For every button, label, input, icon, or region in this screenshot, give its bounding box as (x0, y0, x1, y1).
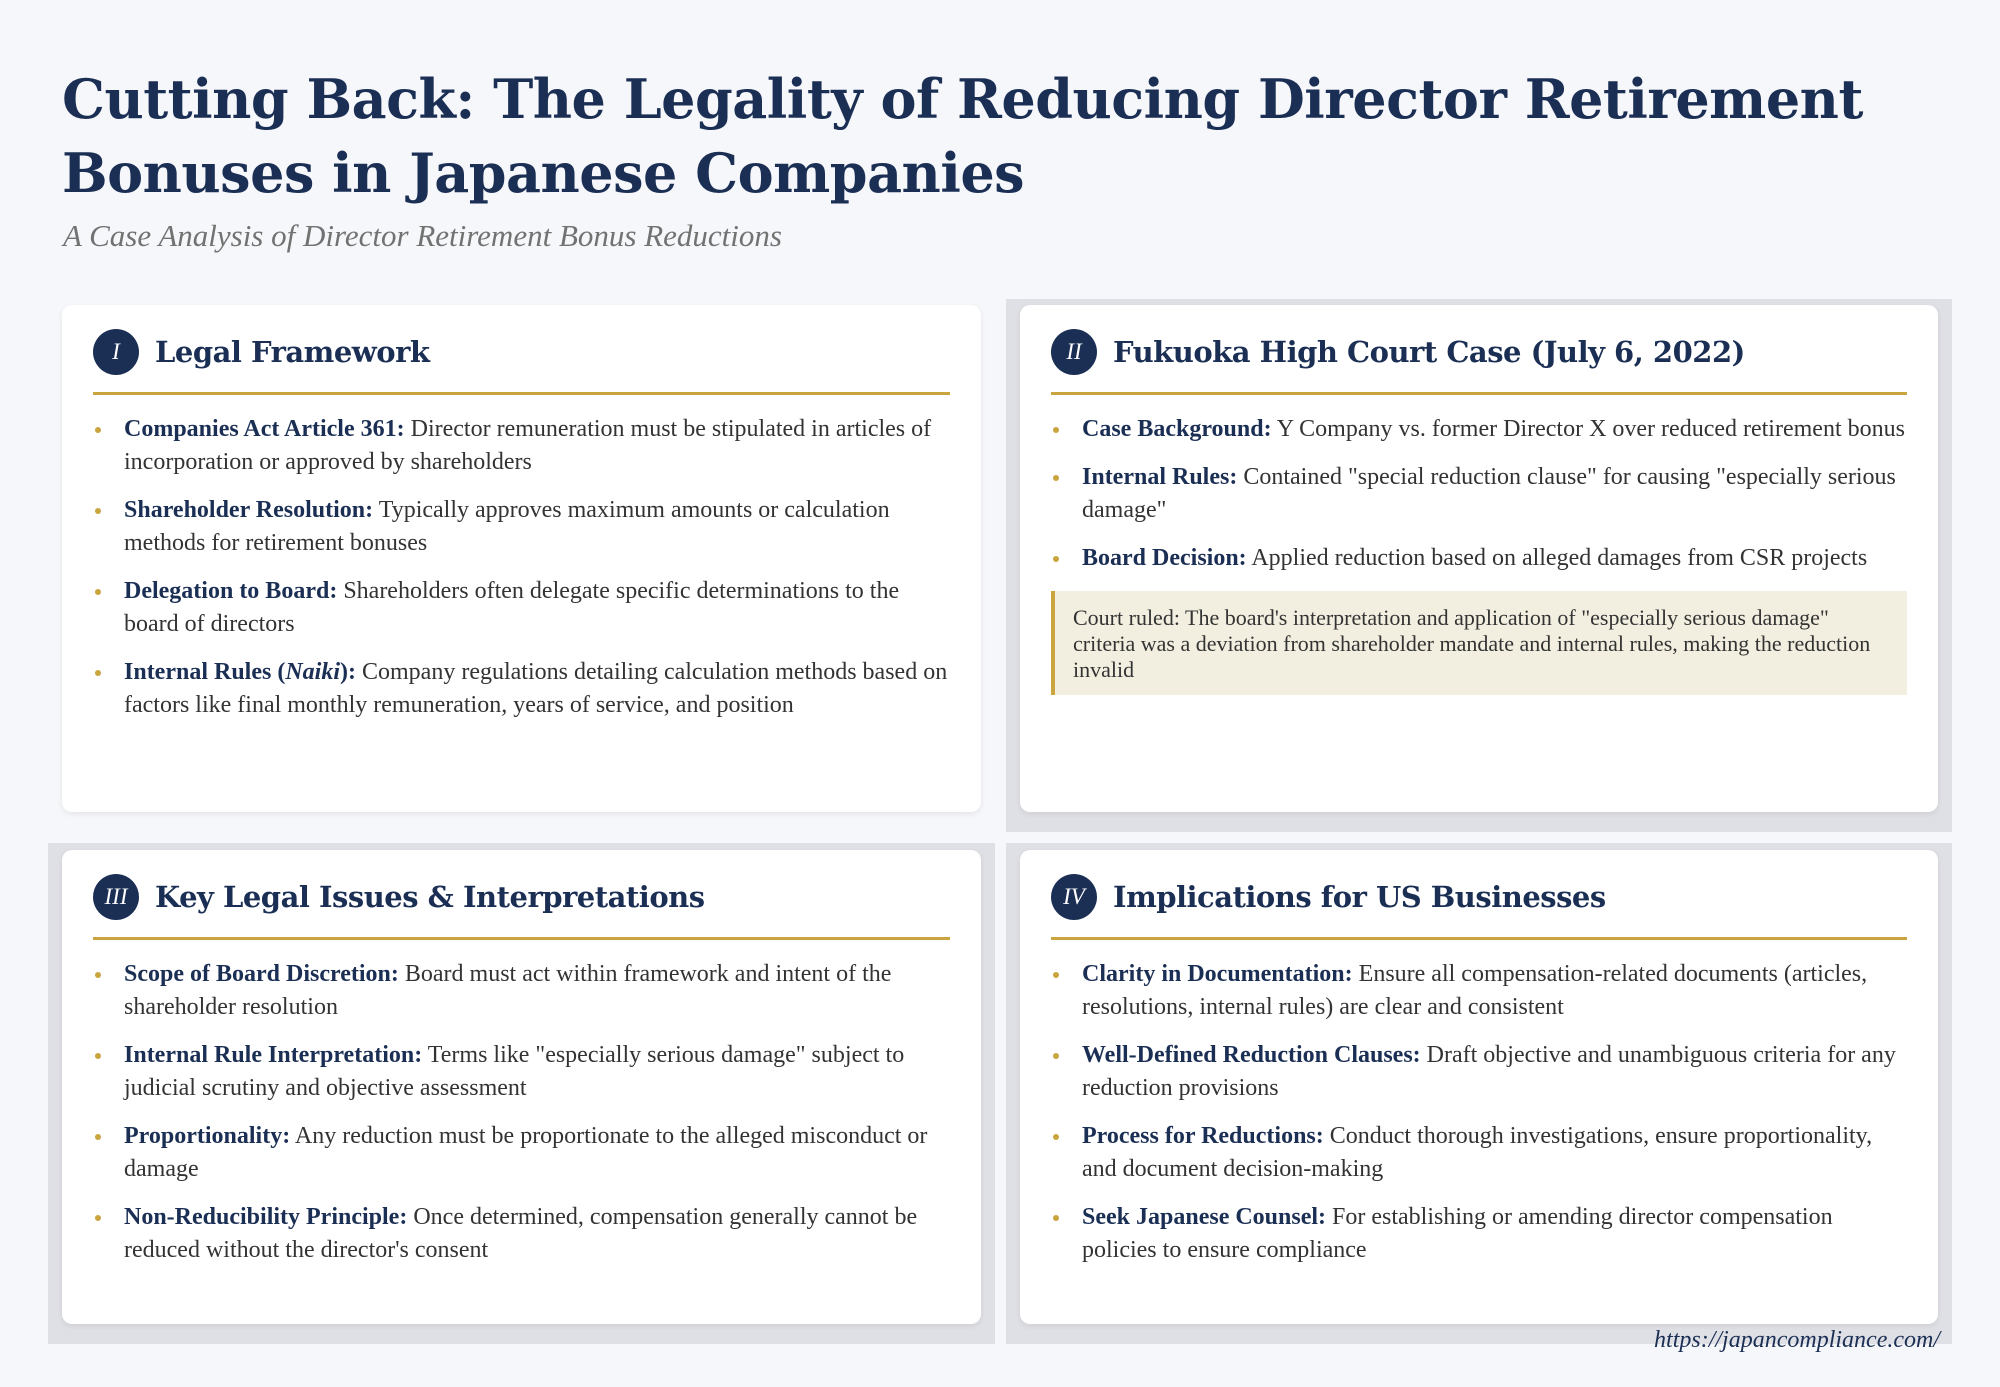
section-list (93, 958, 950, 1267)
item-term: Proportionality: (124, 1123, 291, 1149)
item-text: For establishing or amending director compensation policies to ensure compliance (1082, 1204, 1833, 1263)
footer-url[interactable]: https://japancompliance.com/ (1654, 1327, 1940, 1353)
item-term: Case Background: (1082, 416, 1272, 442)
section-header (93, 305, 950, 395)
item-text: Shareholders often delegate specific determinations to the board of directors (124, 578, 900, 637)
item-text: Draft objective and unambiguous criteria for any reduction provisions (1082, 1042, 1896, 1101)
item-term: Internal Rules: (1082, 464, 1238, 490)
item-term: Well-Defined Reduction Clauses: (1082, 1042, 1421, 1068)
page-title: Cutting Back: The Legality of Reducing Director Retirement Bonuses in Japanese Companies (62, 67, 1863, 205)
item-term (124, 659, 356, 685)
section-header (1051, 850, 1907, 940)
section-title: Legal Framework (155, 334, 430, 369)
item-term: Board Decision: (1082, 545, 1247, 571)
item-text: Y Company vs. former Director X over reduced retirement bonus (1271, 416, 1905, 442)
list-item (93, 1039, 950, 1105)
item-text: Contained "special reduction clause" for causing "especially serious damage" (1082, 464, 1896, 523)
list-item (1051, 958, 1907, 1024)
item-term: Process for Reductions: (1082, 1123, 1324, 1149)
section-us-implications (1020, 850, 1938, 1324)
list-item (1051, 1120, 1907, 1186)
item-term-start: Internal Rules ( (124, 659, 286, 685)
section-number-badge: IV (1051, 874, 1097, 920)
item-text: Conduct thorough investigations, ensure proportionality, and document decision-making (1082, 1123, 1873, 1182)
list-item (1051, 1201, 1907, 1267)
section-header (1051, 305, 1907, 395)
section-number-badge: III (93, 874, 139, 920)
item-text: Applied reduction based on alleged damages from CSR projects (1246, 545, 1868, 571)
list-item (93, 958, 950, 1024)
section-list (93, 413, 950, 722)
item-term: Clarity in Documentation: (1082, 961, 1353, 987)
item-term: Non-Reducibility Principle: (124, 1204, 408, 1230)
section-title: Key Legal Issues & Interpretations (155, 879, 705, 914)
section-key-legal-issues (62, 850, 981, 1324)
section-list (1051, 413, 1907, 575)
item-term: Seek Japanese Counsel: (1082, 1204, 1327, 1230)
list-item (93, 656, 950, 722)
section-list (1051, 958, 1907, 1267)
list-item (93, 413, 950, 479)
section-fukuoka-case (1020, 305, 1938, 812)
item-text: Terms like "especially serious damage" subject to judicial scrutiny and objective assessment (124, 1042, 905, 1101)
section-number-badge: II (1051, 329, 1097, 375)
list-item (93, 1120, 950, 1186)
section-title: Implications for US Businesses (1113, 879, 1606, 914)
item-text: Once determined, compensation generally cannot be reduced without the director's consent (124, 1204, 918, 1263)
section-number-badge: I (93, 329, 139, 375)
item-text: Company regulations detailing calculation methods based on factors like final monthly remuneration, years of service, and position (124, 659, 948, 718)
item-term: Internal Rule Interpretation: (124, 1042, 423, 1068)
item-term: Companies Act Article 361: (124, 416, 405, 442)
court-ruling-note: Court ruled: The board's interpretation and application of "especially serious damage" criteria was a deviation from shareholder mandate and internal rules, making the reduction invalid (1051, 591, 1907, 695)
item-text: Director remuneration must be stipulated in articles of incorporation or approved by shareholders (124, 416, 932, 475)
page-subtitle: A Case Analysis of Director Retirement Bonus Reductions (63, 218, 782, 253)
section-legal-framework (62, 305, 981, 812)
item-term: Scope of Board Discretion: (124, 961, 399, 987)
section-title: Fukuoka High Court Case (July 6, 2022) (1113, 334, 1745, 369)
item-text: Any reduction must be proportionate to the alleged misconduct or damage (124, 1123, 928, 1182)
list-item (93, 575, 950, 641)
list-item (1051, 542, 1907, 575)
list-item (1051, 1039, 1907, 1105)
item-text: Typically approves maximum amounts or calculation methods for retirement bonuses (124, 497, 890, 556)
item-term: Delegation to Board: (124, 578, 338, 604)
item-text: Board must act within framework and intent of the shareholder resolution (124, 961, 892, 1020)
item-term-end: ): (340, 659, 356, 685)
list-item (93, 1201, 950, 1267)
item-term: Shareholder Resolution: (124, 497, 374, 523)
list-item (93, 494, 950, 560)
item-term-italic: Naiki (285, 659, 341, 685)
item-text: Ensure all compensation-related documents (articles, resolutions, internal rules) are clear and consistent (1082, 961, 1868, 1020)
list-item (1051, 461, 1907, 527)
list-item (1051, 413, 1907, 446)
section-header (93, 850, 950, 940)
